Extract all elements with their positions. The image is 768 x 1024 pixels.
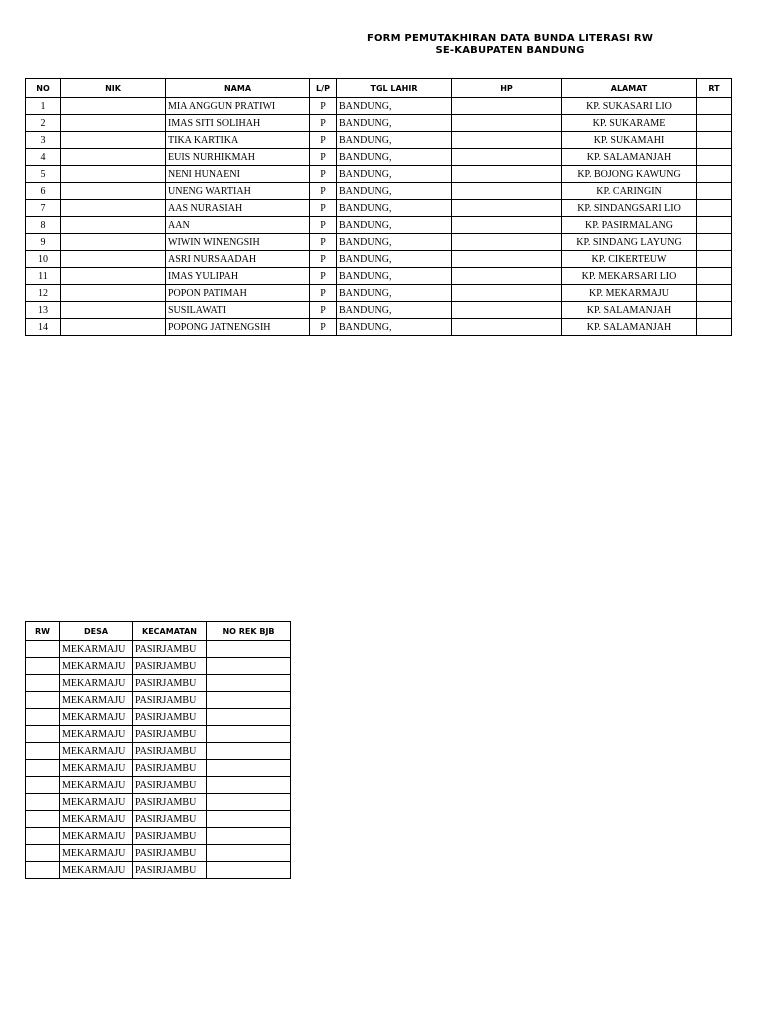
table-row (26, 98, 732, 115)
cell-lp: P (310, 302, 337, 319)
cell-rt (697, 251, 732, 268)
cell-nama: EUIS NURHIKMAH (166, 149, 310, 166)
cell-no-rek-bjb (207, 709, 291, 726)
cell-nama: NENI HUNAENI (166, 166, 310, 183)
header-nama: NAMA (166, 79, 310, 98)
cell-desa: MEKARMAJU (60, 692, 133, 709)
cell-no: 1 (26, 98, 61, 115)
cell-no-rek-bjb (207, 692, 291, 709)
header-alamat: ALAMAT (562, 79, 697, 98)
cell-tgl-lahir: BANDUNG, (337, 200, 452, 217)
cell-no: 10 (26, 251, 61, 268)
table-row (26, 828, 291, 845)
cell-lp: P (310, 234, 337, 251)
cell-tgl-lahir: BANDUNG, (337, 251, 452, 268)
table-row (26, 760, 291, 777)
cell-kecamatan: PASIRJAMBU (133, 828, 207, 845)
cell-rw (26, 743, 60, 760)
cell-hp (452, 302, 562, 319)
cell-alamat: KP. PASIRMALANG (562, 217, 697, 234)
table-row (26, 743, 291, 760)
cell-lp: P (310, 319, 337, 336)
table-row (26, 285, 732, 302)
cell-nik (61, 234, 166, 251)
table-row (26, 302, 732, 319)
cell-rt (697, 183, 732, 200)
cell-nama: IMAS YULIPAH (166, 268, 310, 285)
table-row (26, 862, 291, 879)
cell-lp: P (310, 217, 337, 234)
member-table-body (26, 98, 732, 336)
table-header-row (26, 622, 291, 641)
cell-rt (697, 115, 732, 132)
cell-nik (61, 166, 166, 183)
cell-nama: UNENG WARTIAH (166, 183, 310, 200)
table-row (26, 811, 291, 828)
cell-tgl-lahir: BANDUNG, (337, 319, 452, 336)
cell-hp (452, 149, 562, 166)
cell-rw (26, 658, 60, 675)
cell-alamat: KP. MEKARMAJU (562, 285, 697, 302)
cell-rw (26, 675, 60, 692)
cell-alamat: KP. SINDANGSARI LIO (562, 200, 697, 217)
cell-desa: MEKARMAJU (60, 862, 133, 879)
cell-alamat: KP. SALAMANJAH (562, 302, 697, 319)
cell-hp (452, 98, 562, 115)
cell-kecamatan: PASIRJAMBU (133, 726, 207, 743)
cell-no: 5 (26, 166, 61, 183)
cell-hp (452, 115, 562, 132)
form-title-line2: SE-KABUPATEN BANDUNG (435, 45, 585, 56)
cell-kecamatan: PASIRJAMBU (133, 862, 207, 879)
cell-no: 12 (26, 285, 61, 302)
table-row (26, 641, 291, 658)
cell-rw (26, 692, 60, 709)
cell-tgl-lahir: BANDUNG, (337, 268, 452, 285)
cell-kecamatan: PASIRJAMBU (133, 760, 207, 777)
table-row (26, 692, 291, 709)
cell-nama: ASRI NURSAADAH (166, 251, 310, 268)
cell-lp: P (310, 132, 337, 149)
cell-no: 8 (26, 217, 61, 234)
cell-no-rek-bjb (207, 675, 291, 692)
cell-alamat: KP. SUKAMAHI (562, 132, 697, 149)
table-row (26, 251, 732, 268)
cell-rw (26, 811, 60, 828)
cell-lp: P (310, 149, 337, 166)
cell-rw (26, 709, 60, 726)
cell-lp: P (310, 166, 337, 183)
cell-no-rek-bjb (207, 794, 291, 811)
table-row (26, 675, 291, 692)
header-no: NO (26, 79, 61, 98)
table-row (26, 845, 291, 862)
cell-alamat: KP. BOJONG KAWUNG (562, 166, 697, 183)
cell-lp: P (310, 251, 337, 268)
cell-rt (697, 268, 732, 285)
table-row (26, 217, 732, 234)
cell-rw (26, 760, 60, 777)
cell-tgl-lahir: BANDUNG, (337, 302, 452, 319)
cell-no: 4 (26, 149, 61, 166)
cell-nik (61, 132, 166, 149)
cell-no: 13 (26, 302, 61, 319)
cell-no: 7 (26, 200, 61, 217)
cell-hp (452, 183, 562, 200)
member-data-table (25, 78, 732, 336)
cell-rt (697, 98, 732, 115)
header-nik: NIK (61, 79, 166, 98)
table-row (26, 149, 732, 166)
cell-tgl-lahir: BANDUNG, (337, 217, 452, 234)
cell-nik (61, 302, 166, 319)
cell-hp (452, 319, 562, 336)
cell-desa: MEKARMAJU (60, 777, 133, 794)
cell-rt (697, 132, 732, 149)
cell-alamat: KP. CARINGIN (562, 183, 697, 200)
cell-no-rek-bjb (207, 777, 291, 794)
cell-hp (452, 217, 562, 234)
cell-no-rek-bjb (207, 862, 291, 879)
cell-nik (61, 200, 166, 217)
cell-kecamatan: PASIRJAMBU (133, 641, 207, 658)
table-row (26, 234, 732, 251)
cell-alamat: KP. SUKARAME (562, 115, 697, 132)
header-kecamatan: KECAMATAN (133, 622, 207, 641)
location-table-body (26, 641, 291, 879)
cell-no-rek-bjb (207, 760, 291, 777)
cell-tgl-lahir: BANDUNG, (337, 132, 452, 149)
cell-rt (697, 302, 732, 319)
cell-tgl-lahir: BANDUNG, (337, 285, 452, 302)
table-row (26, 166, 732, 183)
table-row (26, 183, 732, 200)
cell-desa: MEKARMAJU (60, 675, 133, 692)
table-row (26, 658, 291, 675)
cell-nama: POPON PATIMAH (166, 285, 310, 302)
cell-nama: MIA ANGGUN PRATIWI (166, 98, 310, 115)
cell-nik (61, 183, 166, 200)
cell-nama: WIWIN WINENGSIH (166, 234, 310, 251)
cell-hp (452, 132, 562, 149)
cell-no: 2 (26, 115, 61, 132)
cell-tgl-lahir: BANDUNG, (337, 234, 452, 251)
cell-desa: MEKARMAJU (60, 658, 133, 675)
cell-no-rek-bjb (207, 743, 291, 760)
table-row (26, 794, 291, 811)
cell-no: 9 (26, 234, 61, 251)
cell-hp (452, 166, 562, 183)
cell-rt (697, 166, 732, 183)
cell-alamat: KP. SINDANG LAYUNG (562, 234, 697, 251)
cell-nama: SUSILAWATI (166, 302, 310, 319)
cell-tgl-lahir: BANDUNG, (337, 183, 452, 200)
cell-kecamatan: PASIRJAMBU (133, 658, 207, 675)
cell-lp: P (310, 183, 337, 200)
cell-tgl-lahir: BANDUNG, (337, 149, 452, 166)
cell-no-rek-bjb (207, 811, 291, 828)
table-row (26, 268, 732, 285)
cell-lp: P (310, 200, 337, 217)
cell-rw (26, 862, 60, 879)
cell-hp (452, 234, 562, 251)
table-row (26, 777, 291, 794)
cell-desa: MEKARMAJU (60, 811, 133, 828)
cell-nama: TIKA KARTIKA (166, 132, 310, 149)
cell-no-rek-bjb (207, 641, 291, 658)
cell-kecamatan: PASIRJAMBU (133, 794, 207, 811)
cell-nik (61, 319, 166, 336)
cell-kecamatan: PASIRJAMBU (133, 743, 207, 760)
cell-no: 14 (26, 319, 61, 336)
cell-alamat: KP. CIKERTEUW (562, 251, 697, 268)
cell-rt (697, 234, 732, 251)
cell-rw (26, 828, 60, 845)
table-row (26, 726, 291, 743)
location-data-table (25, 621, 291, 879)
cell-desa: MEKARMAJU (60, 726, 133, 743)
cell-no: 6 (26, 183, 61, 200)
cell-desa: MEKARMAJU (60, 828, 133, 845)
cell-rt (697, 285, 732, 302)
cell-desa: MEKARMAJU (60, 845, 133, 862)
cell-rt (697, 319, 732, 336)
cell-desa: MEKARMAJU (60, 709, 133, 726)
cell-rt (697, 217, 732, 234)
cell-nik (61, 217, 166, 234)
cell-kecamatan: PASIRJAMBU (133, 675, 207, 692)
cell-alamat: KP. SALAMANJAH (562, 319, 697, 336)
table-row (26, 132, 732, 149)
cell-no-rek-bjb (207, 828, 291, 845)
cell-hp (452, 200, 562, 217)
table-row (26, 200, 732, 217)
cell-rt (697, 149, 732, 166)
cell-kecamatan: PASIRJAMBU (133, 811, 207, 828)
cell-lp: P (310, 115, 337, 132)
cell-tgl-lahir: BANDUNG, (337, 166, 452, 183)
cell-nik (61, 149, 166, 166)
cell-rw (26, 794, 60, 811)
cell-desa: MEKARMAJU (60, 794, 133, 811)
table-header-row (26, 79, 732, 98)
cell-no-rek-bjb (207, 845, 291, 862)
cell-nik (61, 285, 166, 302)
cell-alamat: KP. SUKASARI LIO (562, 98, 697, 115)
cell-desa: MEKARMAJU (60, 641, 133, 658)
cell-no: 3 (26, 132, 61, 149)
cell-kecamatan: PASIRJAMBU (133, 692, 207, 709)
cell-lp: P (310, 285, 337, 302)
table-row (26, 709, 291, 726)
cell-tgl-lahir: BANDUNG, (337, 98, 452, 115)
cell-alamat: KP. MEKARSARI LIO (562, 268, 697, 285)
header-hp: HP (452, 79, 562, 98)
cell-nama: IMAS SITI SOLIHAH (166, 115, 310, 132)
cell-nama: AAN (166, 217, 310, 234)
header-lp: L/P (310, 79, 337, 98)
cell-rw (26, 777, 60, 794)
cell-no-rek-bjb (207, 658, 291, 675)
cell-lp: P (310, 268, 337, 285)
cell-tgl-lahir: BANDUNG, (337, 115, 452, 132)
header-desa: DESA (60, 622, 133, 641)
cell-nama: POPONG JATNENGSIH (166, 319, 310, 336)
header-rw: RW (26, 622, 60, 641)
cell-hp (452, 251, 562, 268)
cell-nik (61, 268, 166, 285)
cell-kecamatan: PASIRJAMBU (133, 777, 207, 794)
cell-kecamatan: PASIRJAMBU (133, 709, 207, 726)
cell-desa: MEKARMAJU (60, 760, 133, 777)
form-title (300, 33, 720, 57)
cell-hp (452, 268, 562, 285)
table-row (26, 115, 732, 132)
cell-kecamatan: PASIRJAMBU (133, 845, 207, 862)
cell-no: 11 (26, 268, 61, 285)
cell-rw (26, 641, 60, 658)
header-tgl-lahir: TGL LAHIR (337, 79, 452, 98)
cell-hp (452, 285, 562, 302)
cell-lp: P (310, 98, 337, 115)
cell-nik (61, 115, 166, 132)
cell-alamat: KP. SALAMANJAH (562, 149, 697, 166)
cell-rw (26, 845, 60, 862)
cell-no-rek-bjb (207, 726, 291, 743)
cell-rw (26, 726, 60, 743)
cell-nik (61, 251, 166, 268)
cell-desa: MEKARMAJU (60, 743, 133, 760)
cell-nama: AAS NURASIAH (166, 200, 310, 217)
header-no-rek-bjb: NO REK BJB (207, 622, 291, 641)
table-row (26, 319, 732, 336)
header-rt: RT (697, 79, 732, 98)
form-title-line1: FORM PEMUTAKHIRAN DATA BUNDA LITERASI RW (366, 33, 654, 44)
cell-nik (61, 98, 166, 115)
cell-rt (697, 200, 732, 217)
